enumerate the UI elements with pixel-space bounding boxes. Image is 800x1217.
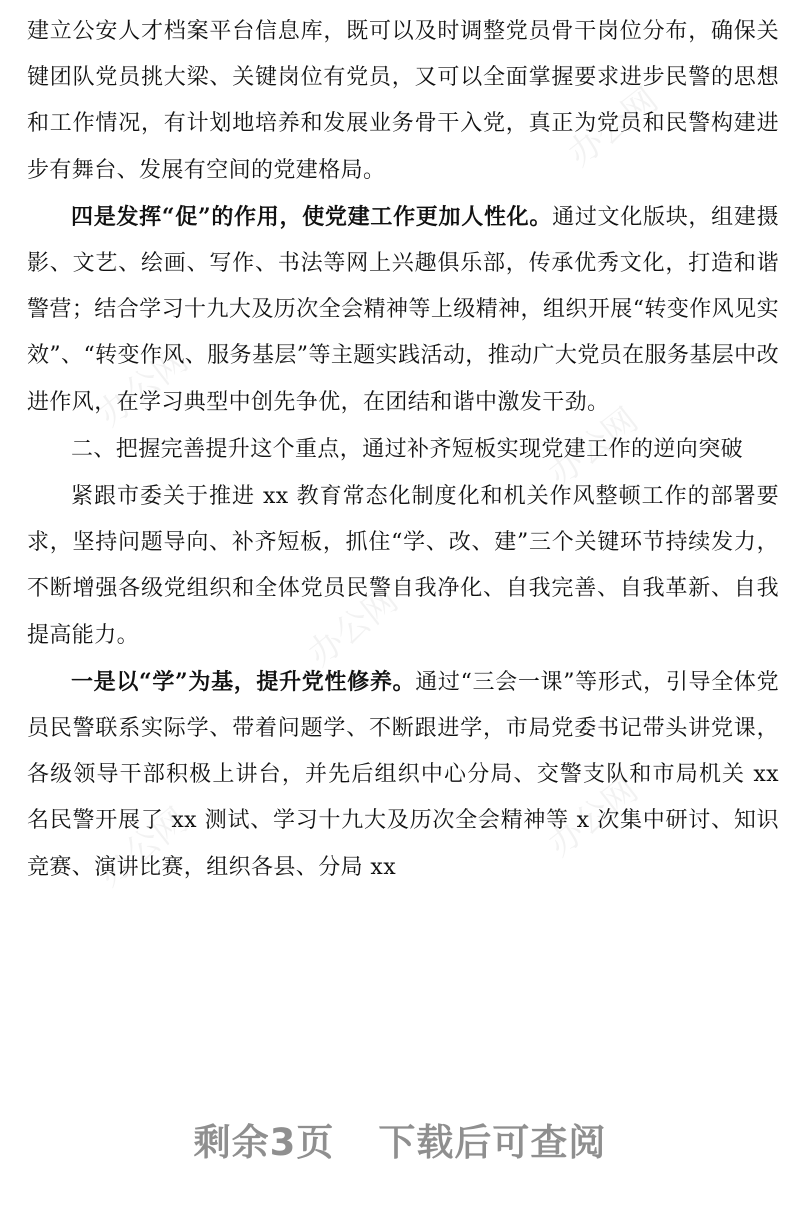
paragraph-2 [27, 194, 779, 426]
watermark: 办公网 [540, 400, 646, 495]
paragraph-text: 二、把握完善提升这个重点，通过补齐短板实现党建工作的逆向突破 [71, 436, 744, 462]
paragraph-3 [27, 473, 779, 659]
paragraph-lead: 一是以“学”为基，提升党性修养。 [71, 668, 416, 695]
download-prompt[interactable] [0, 1112, 800, 1166]
watermark: 办公网 [90, 340, 196, 435]
paragraph-text: 紧跟市委关于推进 xx 教育常态化制度化和机关作风整顿工作的部署要求，坚持问题导向、补齐短板，抓住“学、改、建”三个关键环节持续发力，不断增强各级党组织和全体党员民警自我净化、自我完善、自我革新、自我提高能力。 [27, 484, 779, 648]
paragraph-text: 通过“三会一课”等形式，引导全体党员民警联系实际学、带着问题学、不断跟进学，市局党委书记带头讲党课，各级领导干部积极上讲台，并先后组织中心分局、交警支队和市局机关 xx 名民警开展了 xx 测试、学习十九大及历次全会精神等 x 次集中研讨、知识竞赛、演讲比赛，组织各县、分局 xx [27, 669, 779, 880]
download-label: 下载后可查阅 [378, 1121, 607, 1164]
paragraph-lead: 四是发挥“促”的作用，使党建工作更加人性化。 [71, 203, 553, 230]
paragraph-text: 通过文化版块，组建摄影、文艺、绘画、写作、书法等网上兴趣俱乐部，传承优秀文化，打造和谐警营；结合学习十九大及历次全会精神等上级精神，组织开展“转变作风见实效”、“转变作风、服务基层”等主题实践活动，推动广大党员在服务基层中改进作风，在学习典型中创先争优，在团结和谐中激发干劲。 [27, 204, 779, 415]
watermark: 办公网 [560, 80, 666, 175]
document-body [27, 8, 779, 891]
paragraph-1 [27, 8, 779, 194]
watermark: 办公网 [540, 770, 646, 865]
paragraph-text: 建立公安人才档案平台信息库，既可以及时调整党员骨干岗位分布，确保关键团队党员挑大梁、关键岗位有党员，又可以全面掌握要求进步民警的思想和工作情况，有计划地培养和发展业务骨干入党，真正为党员和民警构建进步有舞台、发展有空间的党建格局。 [27, 19, 779, 183]
remaining-pages-label: 剩余3页 [193, 1121, 335, 1164]
watermark: 办公网 [300, 580, 406, 675]
section-heading [27, 426, 779, 473]
watermark: 办公网 [90, 800, 196, 895]
paragraph-4 [27, 659, 779, 891]
